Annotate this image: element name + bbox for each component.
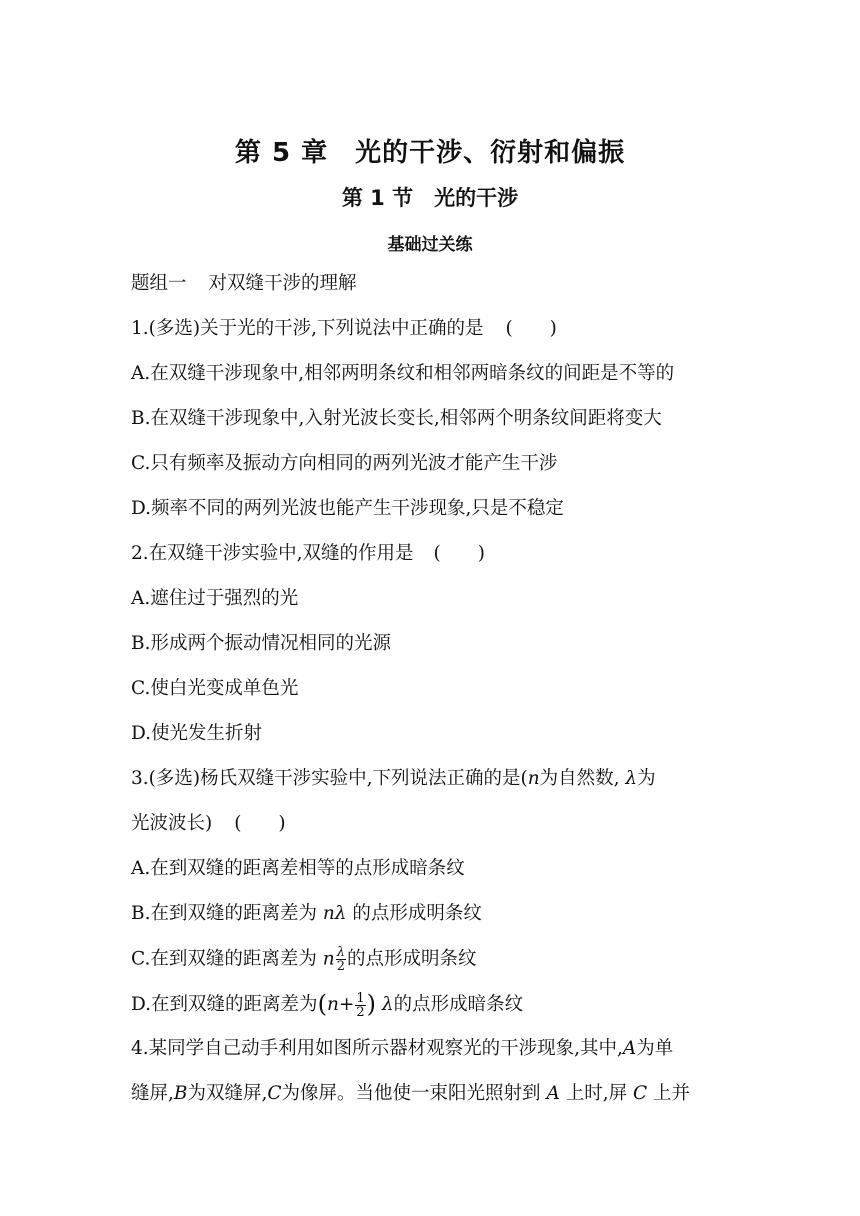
question-3-text: 光波波长) (131, 813, 213, 834)
fraction-numerator: λ (336, 945, 345, 960)
question-4-text: 上时,屏 (565, 1083, 628, 1104)
question-1-stem (131, 316, 557, 342)
question-4-text: 缝屏, (131, 1083, 174, 1104)
fraction-numerator: 1 (356, 990, 365, 1006)
fraction-denominator: 2 (356, 1004, 365, 1020)
question-2-option-a: A.遮住过于强烈的光 (131, 588, 299, 609)
option-text: 的点形成暗条纹 (393, 994, 524, 1015)
question-4-text: 为双缝屏, (187, 1083, 268, 1104)
math-A: A (622, 1038, 637, 1059)
math-C: C (633, 1083, 648, 1104)
question-2-option-b: B.形成两个振动情况相同的光源 (131, 633, 391, 654)
math-C: C (267, 1083, 282, 1104)
option-text: B.在到双缝的距离差为 (131, 903, 317, 924)
answer-blank: ( ) (433, 543, 485, 564)
question-1-option-d: D.频率不同的两列光波也能产生干涉现象,只是不稳定 (131, 498, 564, 519)
question-1-option-b: B.在双缝干涉现象中,入射光波长变长,相邻两个明条纹间距将变大 (131, 408, 662, 429)
question-3-option-b (131, 901, 482, 927)
question-2-option-c: C.使白光变成单色光 (131, 678, 299, 699)
question-3-text: 3.(多选)杨氏双缝干涉实验中,下列说法正确的是( (131, 768, 528, 789)
question-3-text: 为 (637, 768, 656, 789)
exercise-subtitle: 基础过关练 (387, 235, 473, 255)
math-fraction (336, 946, 346, 973)
question-3-option-a: A.在到双缝的距离差相等的点形成暗条纹 (131, 858, 465, 879)
group-heading (131, 271, 357, 297)
group-label: 题组一 (131, 273, 187, 294)
question-1-option-c: C.只有频率及振动方向相同的两列光波才能产生干涉 (131, 453, 558, 474)
question-3-option-c (131, 946, 476, 973)
question-3-option-d (131, 991, 523, 1019)
question-3-stem-line1 (131, 766, 656, 792)
math-paren-right: ) (366, 990, 377, 1018)
option-text: 的点形成明条纹 (352, 903, 482, 924)
question-2-option-d: D.使光发生折射 (131, 723, 263, 744)
option-text: 的点形成明条纹 (346, 948, 477, 970)
math-B: B (173, 1083, 188, 1104)
option-text: D.在到双缝的距离差为 (131, 994, 318, 1015)
question-4-stem-line2 (131, 1081, 690, 1107)
option-text: C.在到双缝的距离差为 (131, 948, 317, 970)
question-1-option-a: A.在双缝干涉现象中,相邻两明条纹和相邻两暗条纹的间距是不等的 (131, 363, 675, 384)
math-paren-left: ( (317, 990, 327, 1018)
question-2-stem (131, 541, 485, 567)
group-text: 对双缝干涉的理解 (208, 273, 357, 294)
question-3-text: 为自然数, (539, 768, 620, 789)
math-n-plus: n+ (326, 994, 355, 1015)
question-4-text: 为单 (636, 1038, 674, 1059)
question-3-stem-line2 (131, 811, 286, 837)
question-4-text: 4.某同学自己动手利用如图所示器材观察光的干涉现象,其中, (131, 1038, 623, 1059)
math-lambda: λ (625, 768, 638, 789)
math-fraction (355, 992, 365, 1019)
chapter-title: 第 5 章 光的干涉、衍射和偏振 (234, 138, 626, 168)
answer-blank: ( ) (234, 813, 286, 834)
math-n: n (322, 948, 335, 970)
math-n: n (527, 768, 540, 789)
math-A: A (546, 1083, 560, 1104)
math-n-lambda: nλ (322, 903, 347, 924)
answer-blank: ( ) (505, 318, 557, 339)
question-1-text: 1.(多选)关于光的干涉,下列说法中正确的是 (131, 318, 484, 339)
section-title: 第 1 节 光的干涉 (341, 186, 519, 210)
fraction-denominator: 2 (336, 959, 345, 974)
question-4-text: 上并 (653, 1083, 691, 1104)
question-2-text: 2.在双缝干涉实验中,双缝的作用是 (131, 543, 414, 564)
question-4-text: 为像屏。当他使一束阳光照射到 (281, 1083, 541, 1104)
math-lambda: λ (381, 994, 394, 1015)
question-4-stem-line1 (131, 1036, 673, 1062)
